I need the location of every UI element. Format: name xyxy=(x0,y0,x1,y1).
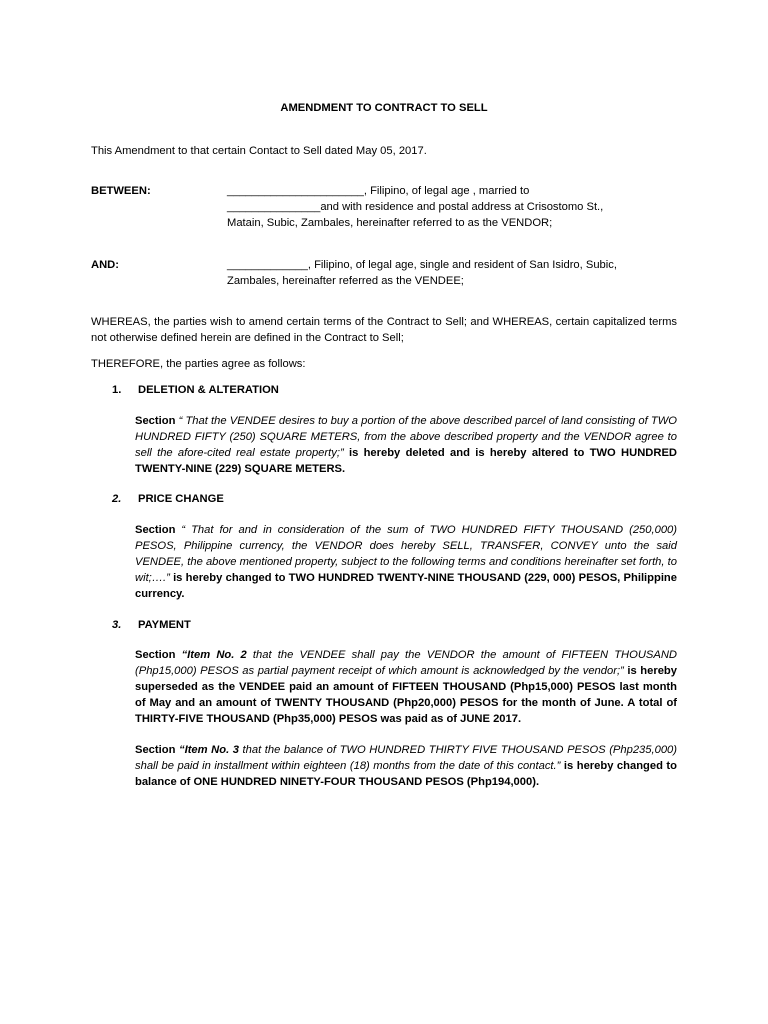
quoted-clause: “ That the VENDEE desires to buy a portion of the above described parcel of land consisting of TWO HUNDRED FIFTY (250) SQUARE METERS, from the above described property and the VENDOR agree to sell the afore-cited real estate property;” xyxy=(135,415,677,459)
item-2-heading xyxy=(112,491,224,507)
section-word: Section xyxy=(135,744,176,756)
quoted-clause: that the VENDEE shall pay the VENDOR the amount of FIFTEEN THOUSAND (Php15,000) PESOS as partial payment receipt of which amount is acknowledged by the vendor;” xyxy=(135,649,677,677)
item-reference: “Item No. 2 xyxy=(175,649,247,661)
item-1-heading xyxy=(112,382,279,398)
amendment-text: is hereby deleted and is hereby altered to TWO HUNDRED TWENTY-NINE (229) SQUARE METERS. xyxy=(135,447,677,475)
between-line-3: Matain, Subic, Zambales, hereinafter referred to as the VENDOR; xyxy=(227,217,553,229)
between-party xyxy=(227,183,697,231)
between-line-1: ______________________, Filipino, of legal age , married to xyxy=(227,185,530,197)
item-3-title: PAYMENT xyxy=(138,619,191,631)
document-title: AMENDMENT TO CONTRACT TO SELL xyxy=(280,102,488,114)
section-word: Section xyxy=(135,524,176,536)
item-3-section-1 xyxy=(135,647,677,727)
therefore-clause: THEREFORE, the parties agree as follows: xyxy=(91,358,306,370)
and-line-2: Zambales, hereinafter referred as the VENDEE; xyxy=(227,275,464,287)
item-3-heading xyxy=(112,617,191,633)
amendment-text: is hereby changed to balance of ONE HUNDRED NINETY-FOUR THOUSAND PESOS (Php194,000). xyxy=(135,760,677,788)
intro-line: This Amendment to that certain Contact to Sell dated May 05, 2017. xyxy=(91,145,427,157)
item-2-number: 2. xyxy=(112,493,122,505)
item-1-number: 1. xyxy=(112,384,122,396)
item-1-section xyxy=(135,413,677,477)
quoted-clause: “ That for and in consideration of the sum of TWO HUNDRED FIFTY THOUSAND (250,000) PESOS, Philippine currency, the VENDOR does hereby SELL, TRANSFER, CONVEY unto the said VENDEE, the above mentioned property, subject to the following terms and conditions hereinafter set forth, to wit;….” xyxy=(135,524,677,584)
item-1-title: DELETION & ALTERATION xyxy=(138,384,279,396)
item-2-section xyxy=(135,522,677,602)
item-3-section-2 xyxy=(135,742,677,790)
amendment-text: is hereby superseded as the VENDEE paid an amount of FIFTEEN THOUSAND (Php15,000) PESOS last month of May and an amount of TWENTY THOUSAND (Php20,000) PESOS for the month of June. A total of THIRTY-FIVE THOUSAND (Php35,000) PESOS was paid as of JUNE 2017. xyxy=(135,665,677,725)
quoted-clause: that the balance of TWO HUNDRED THIRTY FIVE THOUSAND PESOS (Php235,000) shall be paid in installment within eighteen (18) months from the date of this contact.” xyxy=(135,744,678,772)
whereas-clause: WHEREAS, the parties wish to amend certain terms of the Contract to Sell; and WHEREAS, certain capitalized terms not otherwise defined herein are defined in the Contract to Sell; xyxy=(91,316,677,344)
and-label: AND: xyxy=(91,259,119,271)
and-line-1: _____________, Filipino, of legal age, single and resident of San Isidro, Subic, xyxy=(227,259,617,271)
item-3-number: 3. xyxy=(112,619,122,631)
amendment-text: is hereby changed to TWO HUNDRED TWENTY-NINE THOUSAND (229, 000) PESOS, Philippine currency. xyxy=(135,572,677,600)
between-label: BETWEEN: xyxy=(91,185,151,197)
section-word: Section xyxy=(135,649,176,661)
section-word: Section xyxy=(135,415,176,427)
and-party xyxy=(227,257,697,289)
item-2-title: PRICE CHANGE xyxy=(138,493,224,505)
between-line-2: _______________and with residence and postal address at Crisostomo St., xyxy=(227,201,604,213)
item-reference: “Item No. 3 xyxy=(175,744,239,756)
